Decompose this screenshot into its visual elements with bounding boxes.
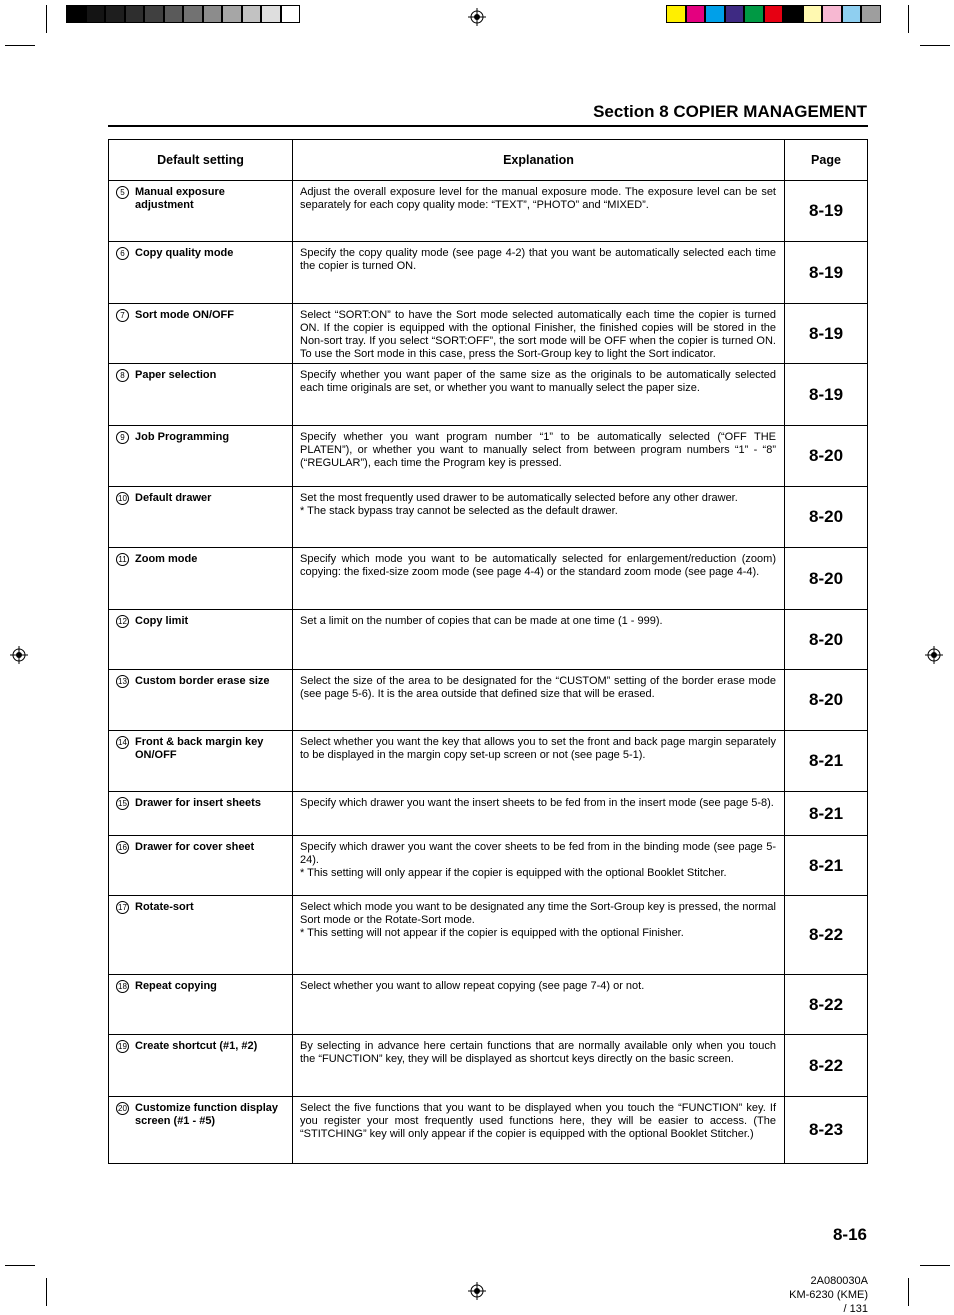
crop-mark [5,1265,35,1266]
setting-cell [109,364,293,426]
color-swatch [783,5,803,23]
item-number: 11 [116,553,129,566]
column-header-setting: Default setting [109,140,293,181]
explanation-cell: Select the size of the area to be designated for the “CUSTOM” setting of the border erase mode (see page 5-6). It is the area outside that defined size that will be erased. [293,670,785,731]
setting-name: Zoom mode [135,553,198,565]
page-reference: 8-22 [785,1035,868,1097]
color-swatch [164,5,184,23]
setting-cell [109,670,293,731]
color-swatch [105,5,125,23]
explanation-cell: Select whether you want the key that allows you to set the front and back page margin separately to be displayed in the margin copy set-up screen or not (see page 5-1). [293,731,785,792]
page-reference: 8-21 [785,836,868,896]
explanation-cell: Specify which drawer you want the cover sheets to be fed from in the binding mode (see page 5-24). * This setting will only appear if the copier is equipped with the optional Booklet Stitcher. [293,836,785,896]
model-name: KM-6230 (KME) [789,1289,868,1301]
item-number: 10 [116,492,129,505]
color-swatch [66,5,86,23]
setting-name: Default drawer [135,492,212,504]
setting-cell [109,304,293,364]
page-reference: 8-20 [785,487,868,548]
color-swatch [222,5,242,23]
crop-mark [908,5,909,33]
item-number: 9 [116,431,129,444]
setting-cell [109,836,293,896]
page-reference: 8-20 [785,548,868,610]
color-swatch [725,5,745,23]
crop-mark [5,45,35,46]
registration-mark-icon [925,646,943,664]
page-reference: 8-20 [785,426,868,487]
table-row [109,610,868,670]
table-row [109,670,868,731]
column-header-page: Page [785,140,868,181]
setting-name: Job Programming [135,431,230,443]
setting-cell [109,610,293,670]
setting-cell [109,426,293,487]
explanation-cell: Specify whether you want paper of the same size as the originals to be automatically selected each time originals are set, or whether you want to manually select the paper size. [293,364,785,426]
page-reference: 8-21 [785,731,868,792]
color-swatch [183,5,203,23]
explanation-cell: Specify which drawer you want the insert sheets to be fed from in the insert mode (see page 5-8). [293,792,785,836]
page-reference: 8-21 [785,792,868,836]
item-number: 20 [116,1102,129,1115]
setting-name: Paper selection [135,369,217,381]
setting-cell [109,548,293,610]
table-row [109,792,868,836]
page-number: 8-16 [832,1225,867,1244]
color-swatch [261,5,281,23]
setting-name: Sort mode ON/OFF [135,309,234,321]
crop-mark [46,1278,47,1306]
registration-mark-icon [468,1282,486,1300]
explanation-cell: Specify the copy quality mode (see page 4-2) that you want be automatically selected each time the copier is turned ON. [293,242,785,304]
explanation-cell: Adjust the overall exposure level for the manual exposure mode. The exposure level can be set separately for each copy quality mode: “TEXT”, “PHOTO” and “MIXED”. [293,181,785,242]
header-rule [108,125,868,127]
table-row [109,426,868,487]
table-row [109,364,868,426]
table-row [109,731,868,792]
setting-name: Customize function display screen (#1 - #5) [135,1102,279,1127]
color-swatch [764,5,784,23]
item-number: 13 [116,675,129,688]
doc-code: 2A080030A [810,1275,868,1287]
table-row [109,836,868,896]
table-row [109,242,868,304]
setting-cell [109,975,293,1035]
explanation-cell: Select whether you want to allow repeat copying (see page 7-4) or not. [293,975,785,1035]
item-number: 7 [116,309,129,322]
section-title: Section 8 COPIER MANAGEMENT [593,102,867,121]
page-reference: 8-19 [785,242,868,304]
explanation-cell: Select the five functions that you want to be displayed when you touch the “FUNCTION” key. If you register your most frequently used functions here, they will be easier to access. (The “STITCHING” key will only appear if the copier is equipped with the optional Booklet Stitcher.) [293,1097,785,1164]
color-swatch [744,5,764,23]
setting-cell [109,487,293,548]
page-reference: 8-19 [785,181,868,242]
explanation-cell: Select “SORT:ON” to have the Sort mode selected automatically each time the copier is turned ON. If the copier is equipped with the optional Finisher, the finished copies will be stored in the Non-sort tray. If you select “SORT:OFF”, the sort mode will be OFF when the copier is turned ON. To use the Sort mode in this case, press the Sort-Group key to light the Sort indicator. [293,304,785,364]
color-swatch [842,5,862,23]
color-swatch [705,5,725,23]
color-calibration-bar [666,5,881,23]
setting-cell [109,181,293,242]
page-reference: 8-19 [785,304,868,364]
item-number: 16 [116,841,129,854]
color-swatch [242,5,262,23]
registration-mark-icon [10,646,28,664]
table-row [109,896,868,975]
setting-cell [109,242,293,304]
gray-calibration-bar [66,5,300,23]
item-number: 12 [116,615,129,628]
page-reference: 8-23 [785,1097,868,1164]
setting-name: Repeat copying [135,980,217,992]
explanation-cell: Select which mode you want to be designated any time the Sort-Group key is pressed, the normal Sort mode or the Rotate-Sort mode. * This setting will not appear if the copier is equipped with the optional Finisher. [293,896,785,975]
setting-name: Custom border erase size [135,675,270,687]
item-number: 15 [116,797,129,810]
page-reference: 8-20 [785,670,868,731]
table-row [109,181,868,242]
table-row [109,975,868,1035]
color-swatch [861,5,881,23]
sheet-number: / 131 [843,1303,868,1315]
crop-mark [920,45,950,46]
settings-table [108,139,868,1164]
registration-mark-icon [468,8,486,26]
column-header-explanation: Explanation [293,140,785,181]
setting-name: Drawer for insert sheets [135,797,261,809]
setting-name: Rotate-sort [135,901,194,913]
table-row [109,548,868,610]
setting-name: Create shortcut (#1, #2) [135,1040,258,1052]
item-number: 18 [116,980,129,993]
item-number: 5 [116,186,129,199]
item-number: 14 [116,736,129,749]
color-swatch [144,5,164,23]
color-swatch [125,5,145,23]
setting-name: Front & back margin key ON/OFF [135,736,264,761]
page-reference: 8-20 [785,610,868,670]
table-row [109,487,868,548]
color-swatch [86,5,106,23]
page-reference: 8-22 [785,896,868,975]
item-number: 17 [116,901,129,914]
setting-cell [109,896,293,975]
color-swatch [203,5,223,23]
crop-mark [908,1278,909,1306]
setting-name: Manual exposure adjustment [135,186,225,211]
color-swatch [822,5,842,23]
explanation-cell: Set the most frequently used drawer to be automatically selected before any other drawer. * The stack bypass tray cannot be selected as the default drawer. [293,487,785,548]
explanation-cell: Specify whether you want program number “1” to be automatically selected (“OFF THE PLATEN”), or whether you want to manually select from between program numbers “1” - “8” (“REGULAR”), each time the Program key is pressed. [293,426,785,487]
item-number: 6 [116,247,129,260]
explanation-cell: Specify which mode you want to be automatically selected for enlargement/reduction (zoom) copying: the fixed-size zoom mode (see page 4-4) or the standard zoom mode (see page 4-4). [293,548,785,610]
table-row [109,1035,868,1097]
crop-mark [46,5,47,33]
table-row [109,304,868,364]
page-reference: 8-19 [785,364,868,426]
setting-name: Copy limit [135,615,189,627]
item-number: 8 [116,369,129,382]
crop-mark [920,1265,950,1266]
explanation-cell: Set a limit on the number of copies that can be made at one time (1 - 999). [293,610,785,670]
setting-name: Drawer for cover sheet [135,841,255,853]
table-header-row [109,140,868,181]
color-swatch [803,5,823,23]
setting-cell [109,1035,293,1097]
setting-cell [109,1097,293,1164]
setting-cell [109,731,293,792]
color-swatch [666,5,686,23]
color-swatch [281,5,301,23]
setting-name: Copy quality mode [135,247,234,259]
item-number: 19 [116,1040,129,1053]
page-reference: 8-22 [785,975,868,1035]
table-row [109,1097,868,1164]
explanation-cell: By selecting in advance here certain functions that are normally available only when you touch the “FUNCTION” key, they will be displayed as shortcut keys directly on the basic screen. [293,1035,785,1097]
color-swatch [686,5,706,23]
setting-cell [109,792,293,836]
